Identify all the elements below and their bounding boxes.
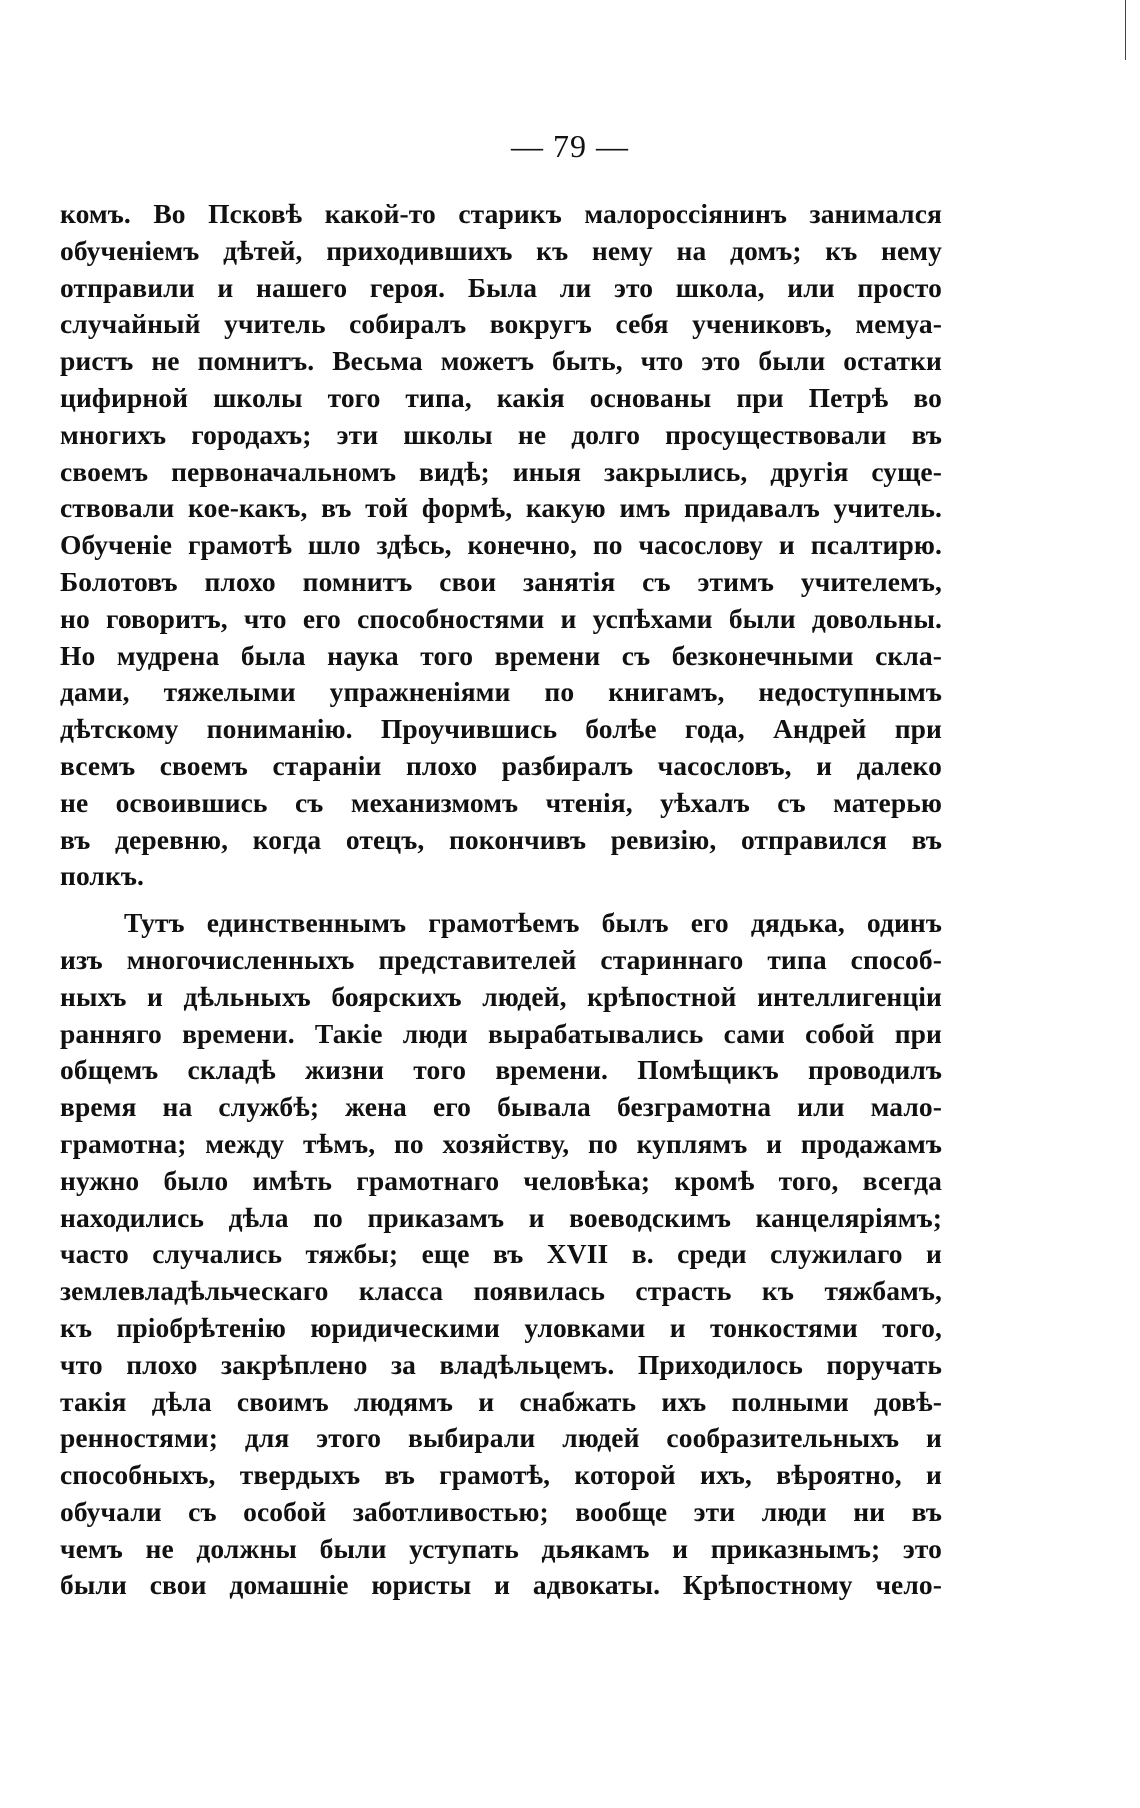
text-line: нужно было имѣть грамотнаго человѣка; кромѣ того, всегда (60, 1164, 942, 1196)
text-line: обучали съ особой заботливостью; вообще эти люди ни въ (60, 1495, 942, 1527)
text-line: общемъ складѣ жизни того времени. Помѣщикъ проводилъ (60, 1054, 942, 1086)
text-line: такія дѣла своимъ людямъ и снабжать ихъ полными довѣ- (60, 1385, 942, 1417)
page-number: — 79 — (511, 128, 629, 164)
text-line: время на службѣ; жена его бывала безграмотна или мало- (60, 1091, 942, 1123)
text-line: ранняго времени. Такіе люди вырабатывались сами собой при (60, 1017, 942, 1049)
page-edge-rule (1125, 0, 1126, 60)
text-line: дѣтскому пониманію. Проучившись болѣе года, Андрей при (60, 713, 942, 745)
paragraph-1 (60, 196, 942, 895)
text-line: ренностями; для этого выбирали людей сообразительныхъ и (60, 1422, 942, 1454)
text-line: отправили и нашего героя. Была ли это школа, или просто (60, 271, 942, 303)
text-line: грамотна; между тѣмъ, по хозяйству, по куплямъ и продажамъ (60, 1127, 942, 1159)
text-line: случайный учитель собиралъ вокругъ себя учениковъ, мемуа- (60, 308, 942, 340)
text-line: комъ. Во Псковѣ какой-то старикъ малороссіянинъ занимался (60, 198, 942, 229)
text-line: не освоившись съ механизмомъ чтенія, уѣхалъ съ матерью (60, 786, 942, 818)
paragraph-gap (60, 895, 942, 905)
text-line: ристъ не помнитъ. Весьма можетъ быть, что это были остатки (60, 345, 942, 377)
text-line: часто случались тяжбы; еще въ XVII в. среди служилаго и (60, 1238, 942, 1270)
text-line: но говоритъ, что его способностями и успѣхами были довольны. (60, 602, 942, 634)
text-line: ныхъ и дѣльныхъ боярскихъ людей, крѣпостной интеллигенціи (60, 980, 942, 1012)
text-line: многихъ городахъ; эти школы не долго просуществовали въ (60, 418, 942, 450)
text-line: всемъ своемъ стараніи плохо разбиралъ часословъ, и далеко (60, 749, 942, 781)
text-line: ствовали кое-какъ, въ той формѣ, какую имъ придавалъ учитель. (60, 492, 942, 524)
text-line: Обученіе грамотѣ шло здѣсь, конечно, по часослову и псалтирю. (60, 529, 942, 561)
text-line: что плохо закрѣплено за владѣльцемъ. Приходилось поручать (60, 1348, 942, 1380)
text-line: полкъ. (60, 860, 145, 892)
body-text (60, 196, 942, 1604)
text-line: своемъ первоначальномъ видѣ; иныя закрылись, другія суще- (60, 455, 942, 487)
text-line: способныхъ, твердыхъ въ грамотѣ, которой ихъ, вѣроятно, и (60, 1459, 942, 1491)
text-line: были свои домашніе юристы и адвокаты. Крѣпостному чело- (60, 1569, 942, 1601)
text-line: изъ многочисленныхъ представителей стариннаго типа способ- (60, 943, 942, 975)
text-line: обученіемъ дѣтей, приходившихъ къ нему на домъ; къ нему (60, 234, 942, 266)
text-line: Но мудрена была наука того времени съ безконечными скла- (60, 639, 942, 671)
text-line: цифирной школы того типа, какія основаны при Петрѣ во (60, 381, 942, 413)
text-line: въ деревню, когда отецъ, покончивъ ревизію, отправился въ (60, 823, 942, 855)
text-line: къ пріобрѣтенію юридическими уловками и тонкостями того, (60, 1311, 942, 1343)
text-line: землевладѣльческаго класса появилась страсть къ тяжбамъ, (60, 1275, 942, 1307)
text-line: дами, тяжелыми упражненіями по книгамъ, недоступнымъ (60, 676, 942, 708)
text-line: Тутъ единственнымъ грамотѣемъ былъ его дядька, одинъ (124, 907, 942, 939)
text-line: чемъ не должны были уступать дьякамъ и приказнымъ; это (60, 1532, 942, 1564)
text-line: Болотовъ плохо помнитъ свои занятія съ этимъ учителемъ, (60, 565, 942, 597)
text-line: находились дѣла по приказамъ и воеводскимъ канцеляріямъ; (60, 1201, 942, 1233)
paragraph-2 (60, 905, 942, 1604)
